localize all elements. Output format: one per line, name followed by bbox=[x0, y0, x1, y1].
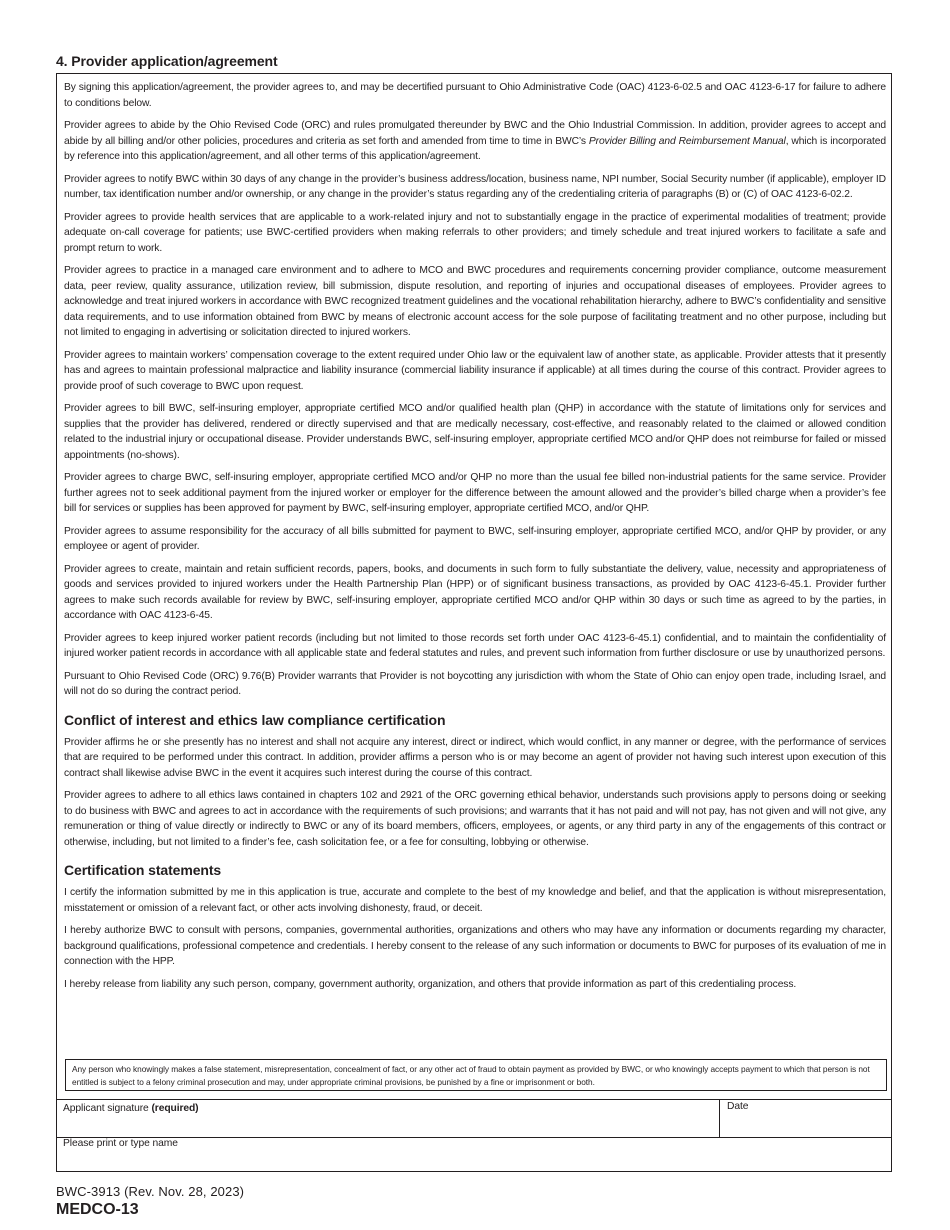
conflict-heading: Conflict of interest and ethics law compliance certification bbox=[64, 711, 446, 728]
date-field[interactable] bbox=[720, 1100, 891, 1137]
fraud-notice: Any person who knowingly makes a false statement, misrepresentation, concealment of fact, or any other act of fraud to obtain payment as provided by BWC, or who knowingly accepts payment to which that person is not entitled is subject to a felony criminal prosecution and may, under appropriate criminal provisions, be punished by a fine or imprisonment or both. bbox=[65, 1059, 887, 1091]
agreement-paragraph: Provider agrees to notify BWC within 30 days of any change in the provider’s business address/location, business name, NPI number, Social Security number (if applicable), employer ID number, tax identification number and/or ownership, or any change in the provider’s status regarding any of the credentialing criteria of paragraphs (B) or (C) of OAC 4123-6-02.2. bbox=[64, 173, 886, 200]
agreement-paragraph: Provider agrees to maintain workers’ compensation coverage to the extent required under Ohio law or the equivalent law of another state, as applicable. Provider attests that it presently has and agrees to maintain professional malpractice and liability insurance (commercial liability insurance if applicable) at all times during the course of this contract. Provider agrees to provide proof of such coverage to BWC upon request. bbox=[64, 349, 886, 392]
agreement-paragraph: Pursuant to Ohio Revised Code (ORC) 9.76(B) Provider warrants that Provider is not boycotting any jurisdiction with whom the State of Ohio can enjoy open trade, including Israel, and will not do so during the contract period. bbox=[64, 670, 886, 697]
agreement-paragraph: By signing this application/agreement, the provider agrees to, and may be decertified pursuant to Ohio Administrative Code (OAC) 4123-6-02.5 and OAC 4123-6-17 for failure to adhere to conditions below. bbox=[64, 82, 886, 109]
signature-row bbox=[57, 1099, 891, 1138]
section-title: 4. Provider application/agreement bbox=[56, 53, 278, 69]
required-marker: (required) bbox=[151, 1103, 199, 1114]
certification-paragraph: I certify the information submitted by me in this application is true, accurate and complete to the best of my knowledge and belief, and that the application is without misrepresentation, misstatement or omission of a relevant fact, or other acts involving dishonesty, fraud, or deceit. bbox=[64, 887, 886, 914]
agreement-paragraph: Provider agrees to assume responsibility for the accuracy of all bills submitted for payment to BWC, self-insuring employer, appropriate certified MCO, and/or QHP by provider, or any employee or agent of provider. bbox=[64, 525, 886, 552]
manual-title: Provider Billing and Reimbursement Manual bbox=[588, 135, 786, 147]
agreement-paragraph: Provider agrees to bill BWC, self-insuring employer, appropriate certified MCO and/or qualified health plan (QHP) in accordance with the statute of limitations only for services and supplies that the provider has delivered, rendered or directly supervised and that are medically necessary, cost-effective, and reasonably related to the claimed or allowed condition related to the industrial injury or occupational disease. Provider understands BWC, self-insuring employer, appropriate certified MCO and/or QHP does not reimburse for failed or missed appointments (no-shows). bbox=[64, 403, 886, 461]
print-name-label: Please print or type name bbox=[63, 1138, 178, 1149]
conflict-paragraph: Provider affirms he or she presently has no interest and shall not acquire any interest, direct or indirect, which would conflict, in any manner or degree, with the performance of services that are required to be performed under this contract. In addition, provider affirms a person who is or may become an agent of provider not having such interest upon execution of this contract shall likewise advise BWC in the event it acquires such interest during the course of this contract. bbox=[64, 736, 886, 779]
certification-paragraph: I hereby release from liability any such person, company, government authority, organization, and others that provide information as part of this credentialing process. bbox=[64, 978, 797, 990]
agreement-paragraph: Provider agrees to keep injured worker patient records (including but not limited to those records set forth under OAC 4123-6-45.1) confidential, and to maintain the confidentiality of injured worker patient records in accordance with all applicable state and federal statutes and rules, and prevent such information from further disclosure or use by unauthorized persons. bbox=[64, 632, 886, 659]
agreement-paragraph-part: Provider agrees to abide by the Ohio Revised Code (ORC) and rules promulgated thereunder by BWC and the Ohio Industrial Commission. In addition, provider agrees to accept and abide by all billing and/or other policies, procedures and criteria as set forth and amended from time to time in BWC’s bbox=[64, 120, 886, 147]
agreement-content bbox=[64, 80, 886, 999]
form-number: BWC-3913 (Rev. Nov. 28, 2023) bbox=[56, 1184, 245, 1199]
agreement-paragraph: Provider agrees to create, maintain and retain sufficient records, papers, books, and documents in such form to fully substantiate the delivery, value, necessity and appropriateness of goods and services provided to injured workers under the Health Partnership Plan (HPP) or of significant business transactions, as provided by OAC 4123-6-45.1. Provider further agrees to make such records available for review by BWC, self-insuring employer, appropriate certified MCO and/or QHP within 30 days or such time as agreed to by the parties, in accordance with OAC 4123-6-45. bbox=[64, 563, 886, 621]
print-name-field[interactable] bbox=[57, 1136, 891, 1171]
agreement-paragraph: Provider agrees to charge BWC, self-insuring employer, appropriate certified MCO and/or QHP no more than the usual fee billed non-industrial patients for the same service. Provider further agrees not to seek additional payment from the injured worker or employer for the difference between the amount allowed and the provider’s billed charge when a provider’s fee bill for services or supplies has been approved for payment by BWC, self-insuring employer, appropriate certified MCO, and/or QHP. bbox=[64, 472, 886, 514]
agreement-paragraph-part: , which is incorporated by reference into this application/agreement, and all other terms of this application/agreement. bbox=[64, 135, 886, 162]
agreement-paragraph: Provider agrees to provide health services that are applicable to a work-related injury and not to substantially engage in the practice of experimental modalities of treatment; provide adequate on-call coverage for patients; use BWC-certified providers when making referrals to other providers; and timely schedule and treat injured workers to facilitate a safe and prompt return to work. bbox=[64, 211, 886, 254]
applicant-signature-label bbox=[63, 1103, 199, 1114]
agreement-box bbox=[56, 73, 892, 1172]
certification-heading: Certification statements bbox=[64, 862, 222, 878]
agreement-paragraph bbox=[64, 118, 886, 165]
signature-label-text: Applicant signature bbox=[63, 1103, 149, 1114]
date-label: Date bbox=[727, 1101, 749, 1112]
certification-paragraph: I hereby authorize BWC to consult with persons, companies, governmental authorities, organizations and others who may have any information or documents regarding my character, background qualifications, professional competence and credentials. I hereby consent to the release of any such information or documents to BWC for purposes of its evaluation of me in connection with the HPP. bbox=[64, 925, 886, 967]
applicant-signature-field[interactable] bbox=[57, 1100, 720, 1137]
form-code: MEDCO-13 bbox=[56, 1201, 139, 1218]
agreement-paragraph: Provider agrees to practice in a managed care environment and to adhere to MCO and BWC procedures and requirements concerning provider compliance, outcome measurement data, peer review, quality assurance, utilization review, bill submission, dispute resolution, and reporting of injuries and occupational diseases of employees. Provider agrees to acknowledge and treat injured workers in accordance with BWC recognized treatment guidelines and the vocational rehabilitation hierarchy, adhere to BWC’s confidentiality and sensitive data requirements, and to use information obtained from BWC by means of electronic account access for the sole purpose of facilitating treatment and no other purpose, including but not limited to engaging in advertising or solicitation directed to injured workers. bbox=[64, 265, 886, 338]
conflict-paragraph: Provider agrees to adhere to all ethics laws contained in chapters 102 and 2921 of the ORC governing ethical behavior, understands such provisions apply to persons doing or seeking to do business with BWC and agrees to act in accordance with the requirements of such provisions; and warrants that it has not paid and will not pay, has not given and will not give, any remuneration or thing of value directly or indirectly to BWC or any of its board members, officers, employees, or agents, or any third party in any of the engagements of this contract or otherwise, including, but not limited to a finder’s fee, cash solicitation fee, or a fee for consulting, lobbying or otherwise. bbox=[64, 790, 886, 848]
